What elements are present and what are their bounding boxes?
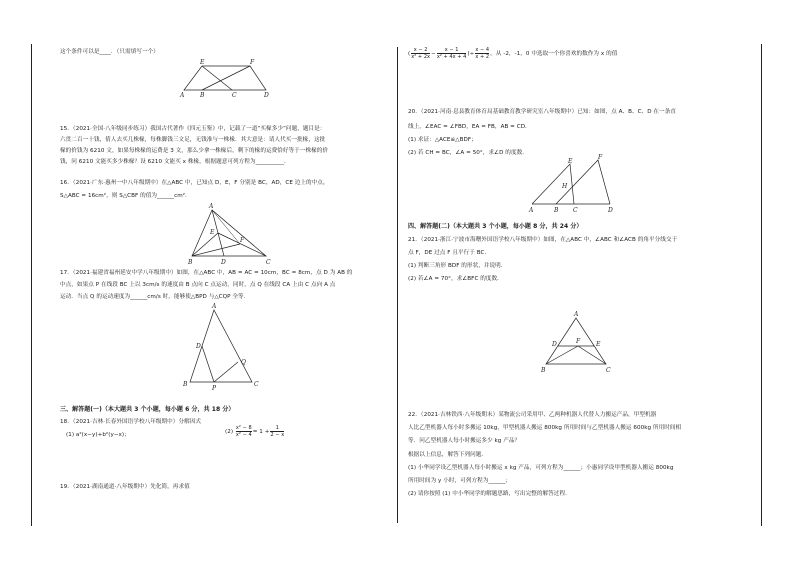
q15-line1: 15．（2021·全国·八年级同步练习）我国古代著作《四元玉鉴》中，记载了一道“买椽多少”问题，题目是：: [60, 126, 326, 132]
q18-fraction-1: $\frac{\text{x² − 8}}{\text{x² − 4}}$: [235, 425, 252, 438]
figure-two-triangles-efh: [528, 154, 618, 214]
q22-line4: 根据以上信息，解答下列问题．: [408, 452, 488, 458]
label-C: C: [266, 259, 271, 266]
label-E: E: [568, 158, 573, 165]
q16-line1: 16．（2021·广东·惠州一中八年级期中）在△ABC 中，已知点 D，E，F 分别是 BC，AD，CE 边上的中点，: [60, 180, 329, 186]
q19-expression: ( $\frac{x - 2}{\text{x² + 2x}}$ − $\frac{x - 1}{\text{x² + 4x + 4}}$ )÷ $\frac{x - 4}{x + 2}$ ，从 -2，-1，0 中选取一个你喜欢的数作为 x 的值: [408, 47, 618, 60]
figure-triangle-abc-midpoints: [188, 203, 271, 266]
q21-line3: (1) 判断三角形 BDF 的形状，并说明．: [408, 263, 507, 269]
label-C: C: [606, 367, 611, 374]
label-D: D: [264, 92, 269, 99]
q20-line4: (2) 若 CH = BC，∠A = 50°，求∠D 的度数．: [408, 150, 528, 156]
label-H: H: [562, 183, 568, 190]
label-E: E: [210, 229, 215, 236]
label-F: F: [240, 237, 245, 244]
label-B: B: [200, 92, 205, 99]
label-F: F: [598, 154, 603, 161]
q20-line3: (1) 求证：△ACE≌△BDF；: [408, 137, 477, 143]
q17-line1: 17．（2021·福建省福州延安中学八年级期中）如图，在△ABC 中，AB = AC = 10cm，BC = 8cm，点 D 为 AB 的: [60, 270, 353, 276]
q15-line3: 椽的价钱为 6210 文，如果每株椽的运费是 3 文，那么少拿一株椽后，剩下的椽的运费恰好等于一株椽的价: [60, 148, 329, 154]
q18-part1: (1) a²(x−y)+b²(y−x)；: [66, 432, 130, 438]
label-P: P: [212, 385, 217, 392]
label-A: A: [180, 92, 185, 99]
q22-line2: 人比乙型机器人每小时多搬运 10kg，甲型机器人搬运 800kg 所用时间与乙型机器人搬运 600kg 所用时间相: [408, 425, 682, 431]
label-C: C: [573, 207, 578, 214]
label-E: E: [596, 341, 601, 348]
q22-line1: 22．（2021·吉林铁西·八年级期末）某物流公司采用甲、乙两种机器人代替人力搬运产品，甲型机器: [408, 412, 657, 418]
label-A: A: [529, 207, 534, 214]
label-C: C: [254, 381, 259, 388]
q15-line4: 钱，问 6210 文能买多少株椽？设 6210 文能买 x 株椽，根据题意可列方程为__________．: [60, 159, 290, 165]
q21-line2: 点 F，DE 过点 F 且平行于 BC．: [408, 250, 491, 256]
q22-line7: (2) 请你按照 (1) 中小华同学的解题思路，写出完整的解答过程．: [408, 491, 571, 497]
question-top-condition: 这个条件可以是____．（只需填写一个）: [60, 49, 159, 55]
label-Q: Q: [241, 359, 246, 366]
q20-line2: 线上，∠EAC = ∠FBD，EA = FB，AB = CD．: [408, 124, 531, 130]
label-D: D: [552, 341, 557, 348]
label-B: B: [541, 367, 546, 374]
section-4-heading: 四、解答题(二)（本大题共 3 个小题，每小题 8 分，共 24 分）: [408, 223, 583, 230]
q21-line1: 21．（2021·浙江·宁波市海曙外国语学校八年级期中）如图，在△ABC 中，∠ABC 和∠ACB 的角平分线交于: [408, 237, 678, 243]
q17-line2: 中点，如果点 P 在线段 BC 上以 3cm/s 的速度由 B 点向 C 点运动，同时，点 Q 在线段 CA 上由 C 点向 A 点: [60, 282, 336, 288]
q22-line3: 等．问乙型机器人每小时搬运多少 kg 产品？: [408, 438, 521, 444]
right-border: [761, 44, 762, 526]
label-A: A: [574, 311, 579, 318]
label-B: B: [183, 381, 188, 388]
figure-triangle-angle-bisectors: [540, 312, 610, 372]
label-D: D: [608, 207, 613, 214]
label-B: B: [554, 207, 559, 214]
q19-line1: 19．（2021·湖南通道·八年级期中）先化简，再求值: [60, 484, 190, 490]
label-D: D: [196, 343, 201, 350]
label-C: C: [232, 92, 237, 99]
q22-line6: 所用时间为 y 小时，可列方程为______；: [408, 478, 512, 484]
figure-parallelogram-ef: [180, 56, 270, 102]
q22-line5: (1) 小华同学设乙型机器人每小时搬运 x kg 产品，可列方程为______；小惠同学设甲型机器人搬运 800kg: [408, 465, 674, 471]
center-divider: [397, 47, 398, 523]
section-3-heading: 三、解答题(一)（本大题共 3 个小题，每小题 6 分，共 18 分）: [60, 406, 235, 413]
q15-line2: 六贯二百一十钱，倩人去买几株椽，每株脚钱三文足，无钱准与一株椽．其大意是：请人代买一批椽，这批: [60, 137, 326, 143]
q18-line1: 18．（2021·吉林·长春外国语学校八年级期中）分解因式: [60, 419, 202, 425]
q20-line1: 20．（2021·河南·息县教育体育局基础教育教学研究室八年级期中）已知：如图，点 A、B、C、D 在一条直: [408, 109, 676, 115]
label-B: B: [188, 259, 193, 266]
q17-line3: 运动．当点 Q 的运动速度为______cm/s 时，能够使△BPD 与△CQP 全等．: [60, 294, 250, 300]
label-F: F: [250, 59, 255, 66]
left-border: [31, 44, 32, 526]
label-F: F: [576, 338, 581, 345]
q21-line4: (2) 若∠A = 70°，求∠BFC 的度数．: [408, 276, 503, 282]
label-A: A: [209, 203, 214, 210]
q16-line2: S△ABC = 16cm²，则 S△CBF 的值为______cm²．: [60, 193, 191, 199]
label-A: A: [212, 303, 217, 310]
figure-isosceles-abc-pq: [180, 303, 270, 392]
label-E: E: [200, 59, 205, 66]
q18-part2: (2) $\frac{\text{x² − 8}}{\text{x² − 4}}$ = 1 + $\frac{1}{2 - x}$: [225, 425, 285, 438]
label-D: D: [221, 259, 226, 266]
q18-fraction-2: $\frac{1}{2 - x}$: [270, 425, 285, 438]
